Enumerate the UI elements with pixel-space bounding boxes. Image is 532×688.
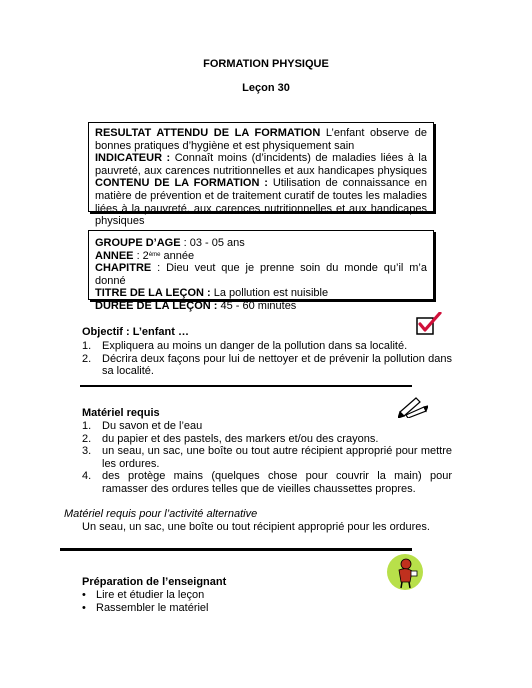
list-number: 2. [82, 432, 92, 445]
titre-text: La pollution est nuisible [210, 287, 329, 300]
annee-sup: ème [148, 251, 161, 258]
resultat-label: RESULTAT ATTENDU DE LA FORMATION [95, 127, 321, 139]
resultat-text: L’enfant observe de bonnes pratiques d’hygiène et est physiquement sain [95, 127, 427, 152]
list-number: 1. [82, 340, 92, 352]
divider [80, 385, 412, 387]
chapitre-label: CHAPITRE [95, 262, 152, 275]
contenu-text: Utilisation de connaissance en matière de prévention et de traitement curatif de toutes les maladies liées à la pauvreté, aux carences nutritionnelles et aux handicapes physiques [95, 177, 427, 228]
list-text: Lire et étudier la leçon [96, 589, 205, 601]
groupe-text: : 03 - 05 ans [180, 237, 245, 249]
bullet: • [82, 601, 86, 614]
lesson-info-box [88, 230, 434, 312]
duree-label: DUREE DE LA LEÇON : [95, 299, 218, 312]
lesson-number: Leçon 30 [242, 82, 290, 94]
materiel-list [82, 420, 452, 496]
duree-text: 45 - 60 minutes [217, 299, 297, 312]
alternative-heading: Matériel requis pour l’activité alternative [64, 508, 258, 520]
list-number: 2. [82, 352, 92, 365]
teacher-icon [386, 553, 424, 591]
objectif-heading: Objectif : L’enfant … [82, 326, 189, 338]
titre-line [95, 287, 427, 300]
contenu-label: CONTENU DE LA FORMATION : [95, 177, 268, 190]
groupe-line [95, 237, 427, 250]
bullet: • [82, 589, 86, 601]
annee-line [95, 250, 427, 263]
page-title: FORMATION PHYSIQUE [203, 58, 329, 70]
objectif-list [82, 340, 452, 378]
list-number: 3. [82, 445, 92, 458]
chapitre-text: : Dieu veut que je prenne soin du monde qu’il m’a donné [95, 262, 427, 287]
list-text: du papier et des pastels, des markers et/ou des crayons. [102, 432, 379, 445]
divider [60, 548, 412, 551]
list-text: des protège mains (quelques chose pour couvrir la main) pour ramasser des ordures telles que de vieilles chaussettes propres. [102, 470, 452, 495]
expected-result-text [95, 127, 427, 228]
indicateur-label: INDICATEUR : [95, 152, 171, 165]
checkbox-check-icon [416, 312, 442, 336]
materiel-heading: Matériel requis [82, 407, 160, 419]
groupe-label: GROUPE D’AGE [95, 237, 181, 249]
list-text: un seau, un sac, une boîte ou tout autre récipient approprié pour mettre les ordures. [102, 445, 452, 470]
preparation-heading: Préparation de l’enseignant [82, 576, 227, 588]
list-item [82, 353, 452, 378]
duree-line [95, 300, 427, 313]
list-number: 4. [82, 470, 92, 483]
expected-result-box [88, 122, 434, 228]
list-text: Expliquera au moins un danger de la pollution dans sa localité. [102, 340, 408, 352]
list-item [82, 445, 452, 470]
list-item [82, 602, 382, 615]
list-item [82, 470, 452, 495]
annee-text-post: année [160, 249, 195, 262]
pencils-icon [398, 394, 428, 418]
annee-label: ANNEE [95, 249, 134, 262]
list-text: Rassembler le matériel [96, 601, 209, 614]
list-item [82, 420, 452, 433]
list-number: 1. [82, 420, 92, 432]
list-item [82, 589, 382, 602]
indicateur-text: Connaît moins (d’incidents) de maladies liées à la pauvreté, aux carences nutritionnelles et aux handicapes physiques [95, 152, 427, 177]
list-item [82, 433, 452, 446]
list-item [82, 340, 452, 353]
titre-label: TITRE DE LA LEÇON : [95, 287, 211, 300]
preparation-list [82, 589, 382, 614]
list-text: Décrira deux façons pour lui de nettoyer et de prévenir la pollution dans sa localité. [102, 352, 452, 378]
chapitre-line [95, 262, 427, 287]
alternative-text: Un seau, un sac, une boîte ou tout récipient approprié pour les ordures. [82, 521, 430, 533]
list-text: Du savon et de l’eau [102, 420, 203, 432]
annee-text: : 2 [133, 249, 149, 262]
